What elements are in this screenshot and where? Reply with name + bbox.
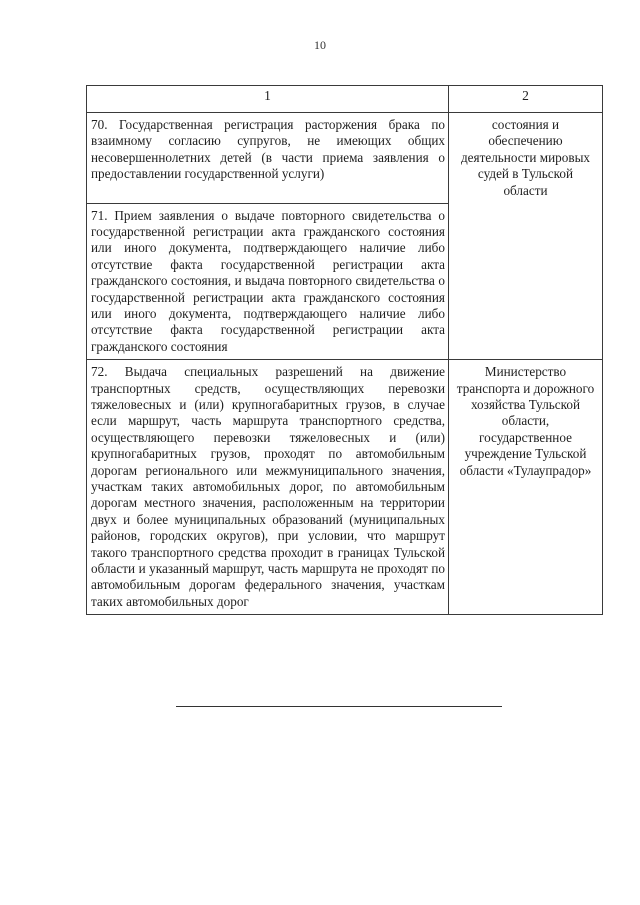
table-row — [87, 360, 603, 615]
responsible-agency: Министерство транспорта и дорожного хозяйства Тульской области, государственное учреждение Тульской области «Тулаупрадор» — [449, 360, 603, 615]
table-header-row — [87, 86, 603, 113]
column-header-2: 2 — [449, 86, 603, 113]
page-number: 10 — [314, 38, 326, 52]
closing-separator-line — [176, 706, 502, 707]
service-item-70: 70. Государственная регистрация расторжения брака по взаимному согласию супругов, не имеющих общих несовершеннолетних детей (в части приема заявления о предоставлении государственной услуги) — [87, 113, 449, 204]
table-row — [87, 113, 603, 204]
service-item-72: 72. Выдача специальных разрешений на движение транспортных средств, осуществляющих перевозки тяжеловесных и (или) крупногабаритных грузов, в случае если маршрут, часть маршрута транспортного средства, осуществляющего перевозки тяжеловесных и (или) крупногабаритных грузов, проходят по автомобильным дорогам регионального или межмуниципального значения, участкам таких автомобильных дорог, по автомобильным дорогам местного значения, расположенным на территории двух и более муниципальных образований (муниципальных районов, городских округов), при условии, что маршрут такого транспортного средства проходит в границах Тульской области и указанный маршрут, часть маршрута не проходят по автомобильным дорогам федерального значения, участкам таких автомобильных дорог — [87, 360, 449, 615]
responsible-agency-continued — [449, 203, 603, 360]
services-table — [86, 85, 603, 615]
column-header-1: 1 — [87, 86, 449, 113]
responsible-agency: состояния и обеспечению деятельности мировых судей в Тульской области — [449, 113, 603, 204]
table-row — [87, 203, 603, 360]
service-item-71: 71. Прием заявления о выдаче повторного свидетельства о государственной регистрации акта гражданского состояния или иного документа, подтверждающего наличие либо отсутствие факта государственной регистрации акта гражданского состояния, и выдача повторного свидетельства о государственной регистрации акта гражданского состояния или иного документа, подтверждающего наличие либо отсутствие факта государственной регистрации акта гражданского состояния — [87, 203, 449, 360]
